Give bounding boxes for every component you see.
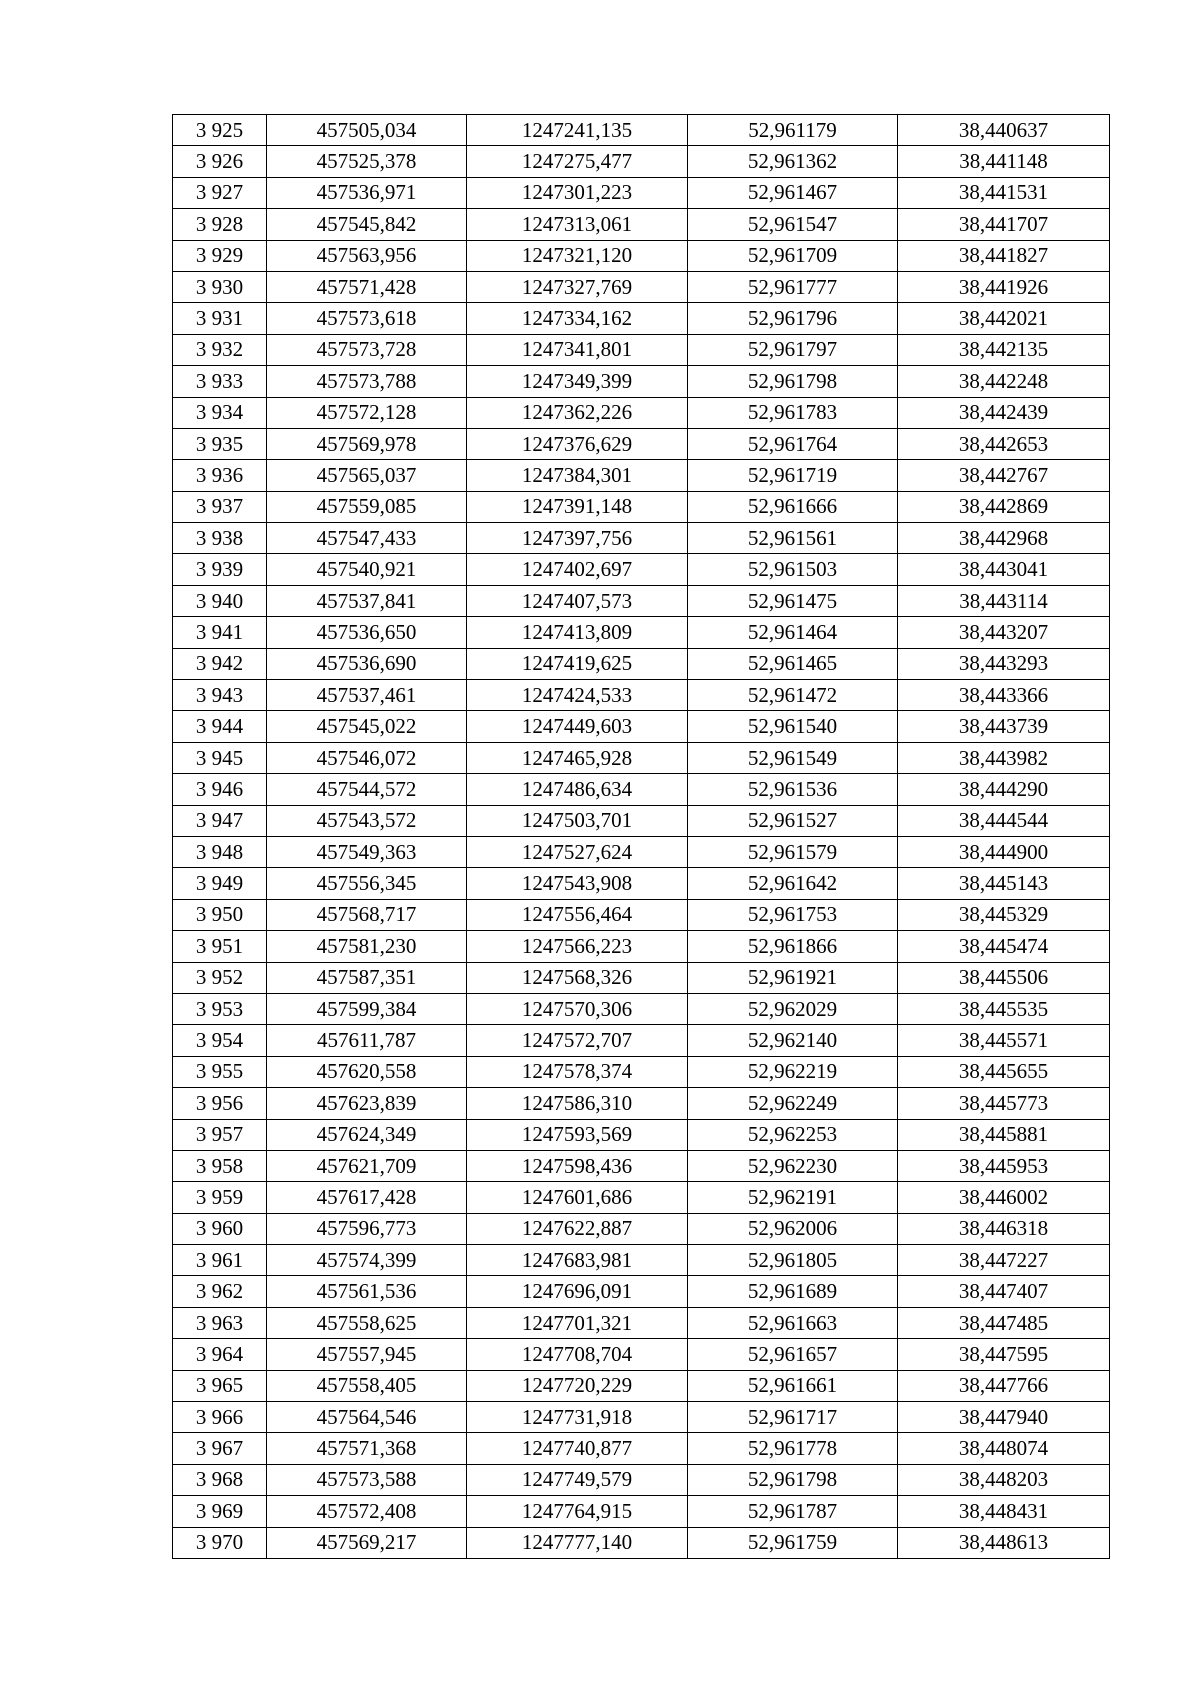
longitude-cell: 38,447485 <box>898 1307 1110 1338</box>
y-coordinate-cell: 1247777,140 <box>467 1527 688 1558</box>
table-row <box>173 240 1110 271</box>
table-row <box>173 931 1110 962</box>
point-number-cell: 3 951 <box>173 931 267 962</box>
y-coordinate-cell: 1247334,162 <box>467 303 688 334</box>
y-coordinate-cell: 1247397,756 <box>467 523 688 554</box>
point-number-cell: 3 968 <box>173 1464 267 1495</box>
x-coordinate-cell: 457537,461 <box>267 680 467 711</box>
x-coordinate-cell: 457569,217 <box>267 1527 467 1558</box>
table-row <box>173 366 1110 397</box>
longitude-cell: 38,442767 <box>898 460 1110 491</box>
table-row <box>173 617 1110 648</box>
table-row <box>173 523 1110 554</box>
y-coordinate-cell: 1247556,464 <box>467 899 688 930</box>
x-coordinate-cell: 457545,022 <box>267 711 467 742</box>
latitude-cell: 52,961362 <box>688 146 898 177</box>
longitude-cell: 38,442653 <box>898 428 1110 459</box>
point-number-cell: 3 969 <box>173 1496 267 1527</box>
x-coordinate-cell: 457558,625 <box>267 1307 467 1338</box>
longitude-cell: 38,444900 <box>898 836 1110 867</box>
point-number-cell: 3 930 <box>173 271 267 302</box>
point-number-cell: 3 935 <box>173 428 267 459</box>
y-coordinate-cell: 1247683,981 <box>467 1245 688 1276</box>
x-coordinate-cell: 457565,037 <box>267 460 467 491</box>
table-row <box>173 742 1110 773</box>
y-coordinate-cell: 1247527,624 <box>467 836 688 867</box>
table-row <box>173 1276 1110 1307</box>
x-coordinate-cell: 457543,572 <box>267 805 467 836</box>
x-coordinate-cell: 457549,363 <box>267 836 467 867</box>
latitude-cell: 52,961805 <box>688 1245 898 1276</box>
x-coordinate-cell: 457536,971 <box>267 177 467 208</box>
y-coordinate-cell: 1247376,629 <box>467 428 688 459</box>
longitude-cell: 38,445329 <box>898 899 1110 930</box>
point-number-cell: 3 941 <box>173 617 267 648</box>
table-row <box>173 397 1110 428</box>
point-number-cell: 3 962 <box>173 1276 267 1307</box>
point-number-cell: 3 950 <box>173 899 267 930</box>
latitude-cell: 52,961921 <box>688 962 898 993</box>
longitude-cell: 38,441148 <box>898 146 1110 177</box>
y-coordinate-cell: 1247407,573 <box>467 585 688 616</box>
point-number-cell: 3 936 <box>173 460 267 491</box>
table-row <box>173 805 1110 836</box>
y-coordinate-cell: 1247391,148 <box>467 491 688 522</box>
y-coordinate-cell: 1247622,887 <box>467 1213 688 1244</box>
x-coordinate-cell: 457558,405 <box>267 1370 467 1401</box>
point-number-cell: 3 925 <box>173 115 267 146</box>
latitude-cell: 52,961179 <box>688 115 898 146</box>
table-row <box>173 460 1110 491</box>
table-row <box>173 115 1110 146</box>
latitude-cell: 52,962029 <box>688 993 898 1024</box>
latitude-cell: 52,961464 <box>688 617 898 648</box>
latitude-cell: 52,962253 <box>688 1119 898 1150</box>
table-row <box>173 177 1110 208</box>
y-coordinate-cell: 1247593,569 <box>467 1119 688 1150</box>
point-number-cell: 3 961 <box>173 1245 267 1276</box>
x-coordinate-cell: 457505,034 <box>267 115 467 146</box>
latitude-cell: 52,961475 <box>688 585 898 616</box>
longitude-cell: 38,445953 <box>898 1150 1110 1181</box>
y-coordinate-cell: 1247424,533 <box>467 680 688 711</box>
latitude-cell: 52,962249 <box>688 1088 898 1119</box>
point-number-cell: 3 926 <box>173 146 267 177</box>
x-coordinate-cell: 457571,368 <box>267 1433 467 1464</box>
longitude-cell: 38,444544 <box>898 805 1110 836</box>
longitude-cell: 38,446002 <box>898 1182 1110 1213</box>
longitude-cell: 38,441926 <box>898 271 1110 302</box>
longitude-cell: 38,443207 <box>898 617 1110 648</box>
longitude-cell: 38,447407 <box>898 1276 1110 1307</box>
table-row <box>173 774 1110 805</box>
table-row <box>173 711 1110 742</box>
x-coordinate-cell: 457620,558 <box>267 1056 467 1087</box>
table-row <box>173 1245 1110 1276</box>
table-row <box>173 836 1110 867</box>
point-number-cell: 3 960 <box>173 1213 267 1244</box>
longitude-cell: 38,442021 <box>898 303 1110 334</box>
latitude-cell: 52,962219 <box>688 1056 898 1087</box>
x-coordinate-cell: 457581,230 <box>267 931 467 962</box>
table-row <box>173 993 1110 1024</box>
x-coordinate-cell: 457537,841 <box>267 585 467 616</box>
longitude-cell: 38,443293 <box>898 648 1110 679</box>
y-coordinate-cell: 1247708,704 <box>467 1339 688 1370</box>
point-number-cell: 3 966 <box>173 1402 267 1433</box>
longitude-cell: 38,445571 <box>898 1025 1110 1056</box>
longitude-cell: 38,448203 <box>898 1464 1110 1495</box>
y-coordinate-cell: 1247586,310 <box>467 1088 688 1119</box>
y-coordinate-cell: 1247601,686 <box>467 1182 688 1213</box>
longitude-cell: 38,444290 <box>898 774 1110 805</box>
x-coordinate-cell: 457573,618 <box>267 303 467 334</box>
x-coordinate-cell: 457572,128 <box>267 397 467 428</box>
table-row <box>173 1370 1110 1401</box>
table-row <box>173 1307 1110 1338</box>
point-number-cell: 3 963 <box>173 1307 267 1338</box>
y-coordinate-cell: 1247327,769 <box>467 271 688 302</box>
latitude-cell: 52,961753 <box>688 899 898 930</box>
longitude-cell: 38,445655 <box>898 1056 1110 1087</box>
x-coordinate-cell: 457573,588 <box>267 1464 467 1495</box>
table-row <box>173 1056 1110 1087</box>
y-coordinate-cell: 1247413,809 <box>467 617 688 648</box>
latitude-cell: 52,961540 <box>688 711 898 742</box>
table-row <box>173 648 1110 679</box>
y-coordinate-cell: 1247543,908 <box>467 868 688 899</box>
x-coordinate-cell: 457611,787 <box>267 1025 467 1056</box>
x-coordinate-cell: 457568,717 <box>267 899 467 930</box>
table-row <box>173 1213 1110 1244</box>
point-number-cell: 3 940 <box>173 585 267 616</box>
longitude-cell: 38,447595 <box>898 1339 1110 1370</box>
point-number-cell: 3 965 <box>173 1370 267 1401</box>
y-coordinate-cell: 1247275,477 <box>467 146 688 177</box>
longitude-cell: 38,448613 <box>898 1527 1110 1558</box>
longitude-cell: 38,443041 <box>898 554 1110 585</box>
x-coordinate-cell: 457544,572 <box>267 774 467 805</box>
table-row <box>173 146 1110 177</box>
longitude-cell: 38,440637 <box>898 115 1110 146</box>
point-number-cell: 3 955 <box>173 1056 267 1087</box>
point-number-cell: 3 953 <box>173 993 267 1024</box>
point-number-cell: 3 948 <box>173 836 267 867</box>
point-number-cell: 3 938 <box>173 523 267 554</box>
latitude-cell: 52,961759 <box>688 1527 898 1558</box>
y-coordinate-cell: 1247720,229 <box>467 1370 688 1401</box>
longitude-cell: 38,448431 <box>898 1496 1110 1527</box>
x-coordinate-cell: 457617,428 <box>267 1182 467 1213</box>
point-number-cell: 3 942 <box>173 648 267 679</box>
point-number-cell: 3 929 <box>173 240 267 271</box>
table-row <box>173 1433 1110 1464</box>
longitude-cell: 38,447766 <box>898 1370 1110 1401</box>
y-coordinate-cell: 1247402,697 <box>467 554 688 585</box>
latitude-cell: 52,961467 <box>688 177 898 208</box>
longitude-cell: 38,445143 <box>898 868 1110 899</box>
point-number-cell: 3 927 <box>173 177 267 208</box>
y-coordinate-cell: 1247341,801 <box>467 334 688 365</box>
y-coordinate-cell: 1247598,436 <box>467 1150 688 1181</box>
x-coordinate-cell: 457564,546 <box>267 1402 467 1433</box>
longitude-cell: 38,445474 <box>898 931 1110 962</box>
latitude-cell: 52,961787 <box>688 1496 898 1527</box>
latitude-cell: 52,961798 <box>688 1464 898 1495</box>
latitude-cell: 52,961536 <box>688 774 898 805</box>
table-row <box>173 585 1110 616</box>
y-coordinate-cell: 1247301,223 <box>467 177 688 208</box>
latitude-cell: 52,962140 <box>688 1025 898 1056</box>
longitude-cell: 38,442439 <box>898 397 1110 428</box>
point-number-cell: 3 957 <box>173 1119 267 1150</box>
latitude-cell: 52,962006 <box>688 1213 898 1244</box>
point-number-cell: 3 954 <box>173 1025 267 1056</box>
table-row <box>173 1150 1110 1181</box>
y-coordinate-cell: 1247349,399 <box>467 366 688 397</box>
y-coordinate-cell: 1247321,120 <box>467 240 688 271</box>
point-number-cell: 3 928 <box>173 209 267 240</box>
y-coordinate-cell: 1247503,701 <box>467 805 688 836</box>
y-coordinate-cell: 1247241,135 <box>467 115 688 146</box>
x-coordinate-cell: 457572,408 <box>267 1496 467 1527</box>
table-row <box>173 554 1110 585</box>
x-coordinate-cell: 457556,345 <box>267 868 467 899</box>
point-number-cell: 3 945 <box>173 742 267 773</box>
longitude-cell: 38,441827 <box>898 240 1110 271</box>
x-coordinate-cell: 457573,728 <box>267 334 467 365</box>
point-number-cell: 3 967 <box>173 1433 267 1464</box>
x-coordinate-cell: 457557,945 <box>267 1339 467 1370</box>
table-row <box>173 1402 1110 1433</box>
point-number-cell: 3 931 <box>173 303 267 334</box>
table-row <box>173 271 1110 302</box>
latitude-cell: 52,961666 <box>688 491 898 522</box>
latitude-cell: 52,961777 <box>688 271 898 302</box>
longitude-cell: 38,446318 <box>898 1213 1110 1244</box>
longitude-cell: 38,443114 <box>898 585 1110 616</box>
coordinates-table <box>172 114 1110 1559</box>
latitude-cell: 52,961798 <box>688 366 898 397</box>
table-row <box>173 1119 1110 1150</box>
point-number-cell: 3 964 <box>173 1339 267 1370</box>
coordinates-table-body <box>173 115 1110 1559</box>
y-coordinate-cell: 1247570,306 <box>467 993 688 1024</box>
point-number-cell: 3 943 <box>173 680 267 711</box>
table-row <box>173 1088 1110 1119</box>
latitude-cell: 52,961561 <box>688 523 898 554</box>
x-coordinate-cell: 457540,921 <box>267 554 467 585</box>
table-row <box>173 868 1110 899</box>
longitude-cell: 38,442135 <box>898 334 1110 365</box>
y-coordinate-cell: 1247731,918 <box>467 1402 688 1433</box>
table-row <box>173 1496 1110 1527</box>
x-coordinate-cell: 457561,536 <box>267 1276 467 1307</box>
y-coordinate-cell: 1247568,326 <box>467 962 688 993</box>
table-row <box>173 491 1110 522</box>
latitude-cell: 52,962191 <box>688 1182 898 1213</box>
x-coordinate-cell: 457536,690 <box>267 648 467 679</box>
x-coordinate-cell: 457563,956 <box>267 240 467 271</box>
longitude-cell: 38,443739 <box>898 711 1110 742</box>
longitude-cell: 38,447940 <box>898 1402 1110 1433</box>
point-number-cell: 3 946 <box>173 774 267 805</box>
latitude-cell: 52,961472 <box>688 680 898 711</box>
y-coordinate-cell: 1247764,915 <box>467 1496 688 1527</box>
point-number-cell: 3 944 <box>173 711 267 742</box>
point-number-cell: 3 932 <box>173 334 267 365</box>
latitude-cell: 52,961547 <box>688 209 898 240</box>
y-coordinate-cell: 1247465,928 <box>467 742 688 773</box>
longitude-cell: 38,442869 <box>898 491 1110 522</box>
latitude-cell: 52,961717 <box>688 1402 898 1433</box>
x-coordinate-cell: 457525,378 <box>267 146 467 177</box>
y-coordinate-cell: 1247384,301 <box>467 460 688 491</box>
table-row <box>173 1464 1110 1495</box>
longitude-cell: 38,445773 <box>898 1088 1110 1119</box>
latitude-cell: 52,961657 <box>688 1339 898 1370</box>
longitude-cell: 38,448074 <box>898 1433 1110 1464</box>
x-coordinate-cell: 457571,428 <box>267 271 467 302</box>
y-coordinate-cell: 1247486,634 <box>467 774 688 805</box>
latitude-cell: 52,961503 <box>688 554 898 585</box>
point-number-cell: 3 949 <box>173 868 267 899</box>
latitude-cell: 52,961642 <box>688 868 898 899</box>
point-number-cell: 3 947 <box>173 805 267 836</box>
point-number-cell: 3 934 <box>173 397 267 428</box>
table-row <box>173 1339 1110 1370</box>
point-number-cell: 3 937 <box>173 491 267 522</box>
x-coordinate-cell: 457545,842 <box>267 209 467 240</box>
table-row <box>173 334 1110 365</box>
y-coordinate-cell: 1247578,374 <box>467 1056 688 1087</box>
table-row <box>173 1527 1110 1558</box>
longitude-cell: 38,447227 <box>898 1245 1110 1276</box>
y-coordinate-cell: 1247449,603 <box>467 711 688 742</box>
latitude-cell: 52,961866 <box>688 931 898 962</box>
latitude-cell: 52,962230 <box>688 1150 898 1181</box>
longitude-cell: 38,442968 <box>898 523 1110 554</box>
y-coordinate-cell: 1247566,223 <box>467 931 688 962</box>
longitude-cell: 38,443982 <box>898 742 1110 773</box>
latitude-cell: 52,961527 <box>688 805 898 836</box>
latitude-cell: 52,961579 <box>688 836 898 867</box>
point-number-cell: 3 959 <box>173 1182 267 1213</box>
x-coordinate-cell: 457599,384 <box>267 993 467 1024</box>
x-coordinate-cell: 457574,399 <box>267 1245 467 1276</box>
latitude-cell: 52,961719 <box>688 460 898 491</box>
table-row <box>173 899 1110 930</box>
x-coordinate-cell: 457536,650 <box>267 617 467 648</box>
longitude-cell: 38,441707 <box>898 209 1110 240</box>
longitude-cell: 38,445506 <box>898 962 1110 993</box>
y-coordinate-cell: 1247749,579 <box>467 1464 688 1495</box>
point-number-cell: 3 939 <box>173 554 267 585</box>
point-number-cell: 3 958 <box>173 1150 267 1181</box>
x-coordinate-cell: 457559,085 <box>267 491 467 522</box>
point-number-cell: 3 933 <box>173 366 267 397</box>
longitude-cell: 38,445881 <box>898 1119 1110 1150</box>
y-coordinate-cell: 1247740,877 <box>467 1433 688 1464</box>
x-coordinate-cell: 457624,349 <box>267 1119 467 1150</box>
latitude-cell: 52,961689 <box>688 1276 898 1307</box>
y-coordinate-cell: 1247313,061 <box>467 209 688 240</box>
latitude-cell: 52,961796 <box>688 303 898 334</box>
table-row <box>173 680 1110 711</box>
latitude-cell: 52,961783 <box>688 397 898 428</box>
latitude-cell: 52,961549 <box>688 742 898 773</box>
longitude-cell: 38,441531 <box>898 177 1110 208</box>
longitude-cell: 38,445535 <box>898 993 1110 1024</box>
y-coordinate-cell: 1247696,091 <box>467 1276 688 1307</box>
y-coordinate-cell: 1247572,707 <box>467 1025 688 1056</box>
point-number-cell: 3 970 <box>173 1527 267 1558</box>
latitude-cell: 52,961764 <box>688 428 898 459</box>
latitude-cell: 52,961661 <box>688 1370 898 1401</box>
x-coordinate-cell: 457596,773 <box>267 1213 467 1244</box>
table-row <box>173 209 1110 240</box>
y-coordinate-cell: 1247362,226 <box>467 397 688 428</box>
latitude-cell: 52,961797 <box>688 334 898 365</box>
longitude-cell: 38,443366 <box>898 680 1110 711</box>
latitude-cell: 52,961465 <box>688 648 898 679</box>
table-row <box>173 1182 1110 1213</box>
x-coordinate-cell: 457547,433 <box>267 523 467 554</box>
x-coordinate-cell: 457623,839 <box>267 1088 467 1119</box>
latitude-cell: 52,961709 <box>688 240 898 271</box>
x-coordinate-cell: 457569,978 <box>267 428 467 459</box>
table-row <box>173 962 1110 993</box>
x-coordinate-cell: 457587,351 <box>267 962 467 993</box>
point-number-cell: 3 956 <box>173 1088 267 1119</box>
y-coordinate-cell: 1247419,625 <box>467 648 688 679</box>
point-number-cell: 3 952 <box>173 962 267 993</box>
table-row <box>173 1025 1110 1056</box>
latitude-cell: 52,961663 <box>688 1307 898 1338</box>
latitude-cell: 52,961778 <box>688 1433 898 1464</box>
longitude-cell: 38,442248 <box>898 366 1110 397</box>
table-row <box>173 303 1110 334</box>
x-coordinate-cell: 457573,788 <box>267 366 467 397</box>
x-coordinate-cell: 457621,709 <box>267 1150 467 1181</box>
table-row <box>173 428 1110 459</box>
x-coordinate-cell: 457546,072 <box>267 742 467 773</box>
y-coordinate-cell: 1247701,321 <box>467 1307 688 1338</box>
